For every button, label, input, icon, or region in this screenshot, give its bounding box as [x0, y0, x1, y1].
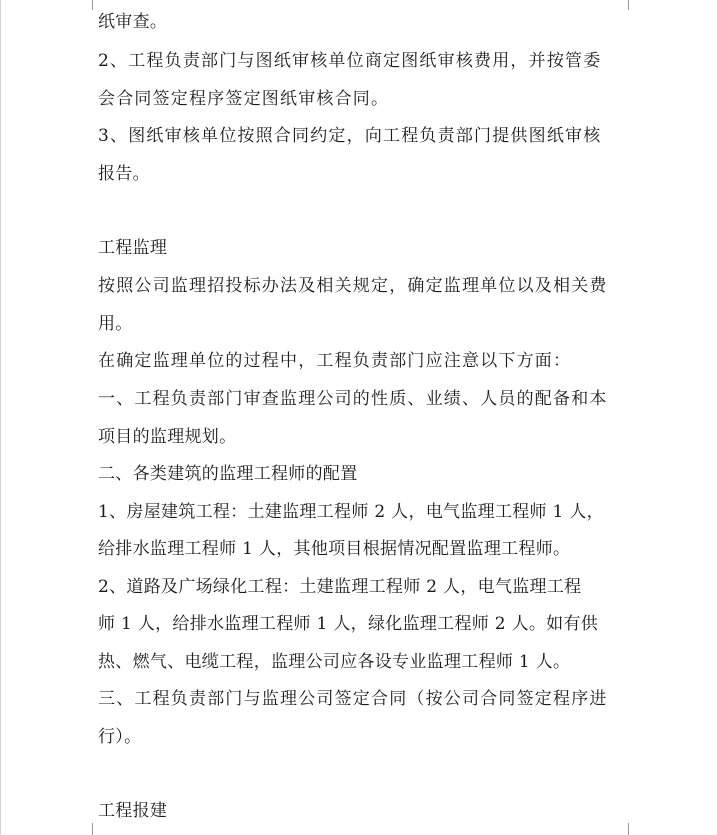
margin-crop-mark-bottom-left: [80, 823, 93, 835]
paragraph-line: 三、工程负责部门与监理公司签定合同（按公司合同签定程序进: [98, 689, 608, 709]
margin-crop-mark-top-left: [80, 0, 93, 10]
paragraph-line: 按照公司监理招投标办法及相关规定，确定监理单位以及相关费: [98, 276, 608, 296]
paragraph-line: 2、道路及广场绿化工程：土建监理工程师 2 人，电气监理工程: [98, 577, 582, 597]
paragraph-line: 3、图纸审核单位按照合同约定，向工程负责部门提供图纸审核: [98, 126, 602, 146]
margin-crop-mark-bottom-right: [628, 823, 641, 835]
paragraph-line: 给排水监理工程师 1 人，其他项目根据情况配置监理工程师。: [98, 539, 571, 559]
page-left-edge: [0, 0, 1, 835]
paragraph-line: 热、燃气、电缆工程，监理公司应各设专业监理工程师 1 人。: [98, 652, 571, 672]
section-heading-supervision: 工程监理: [98, 238, 168, 258]
paragraph-line: 2、工程负责部门与图纸审核单位商定图纸审核费用，并按管委: [98, 51, 602, 71]
paragraph-line: 报告。: [98, 164, 150, 184]
paragraph-line: 一、工程负责部门审查监理公司的性质、业绩、人员的配备和本: [98, 389, 608, 409]
margin-crop-mark-top-right: [628, 0, 641, 10]
section-heading-registration: 工程报建: [98, 801, 168, 821]
paragraph-line: 用。: [98, 314, 133, 334]
paragraph-line: 会合同签定程序签定图纸审核合同。: [98, 89, 390, 109]
paragraph-line: 1、房屋建筑工程：土建监理工程师 2 人，电气监理工程师 1 人，: [98, 502, 604, 522]
paragraph-line: 纸审查。: [98, 12, 168, 32]
paragraph-line: 师 1 人，给排水监理工程师 1 人，绿化监理工程师 2 人。如有供: [98, 614, 599, 634]
paragraph-line: 二、各类建筑的监理工程师的配置: [98, 464, 358, 484]
paragraph-line: 行）。: [98, 727, 142, 747]
paragraph-line: 项目的监理规划。: [98, 427, 237, 447]
paragraph-line: 在确定监理单位的过程中，工程负责部门应注意以下方面：: [98, 351, 572, 371]
